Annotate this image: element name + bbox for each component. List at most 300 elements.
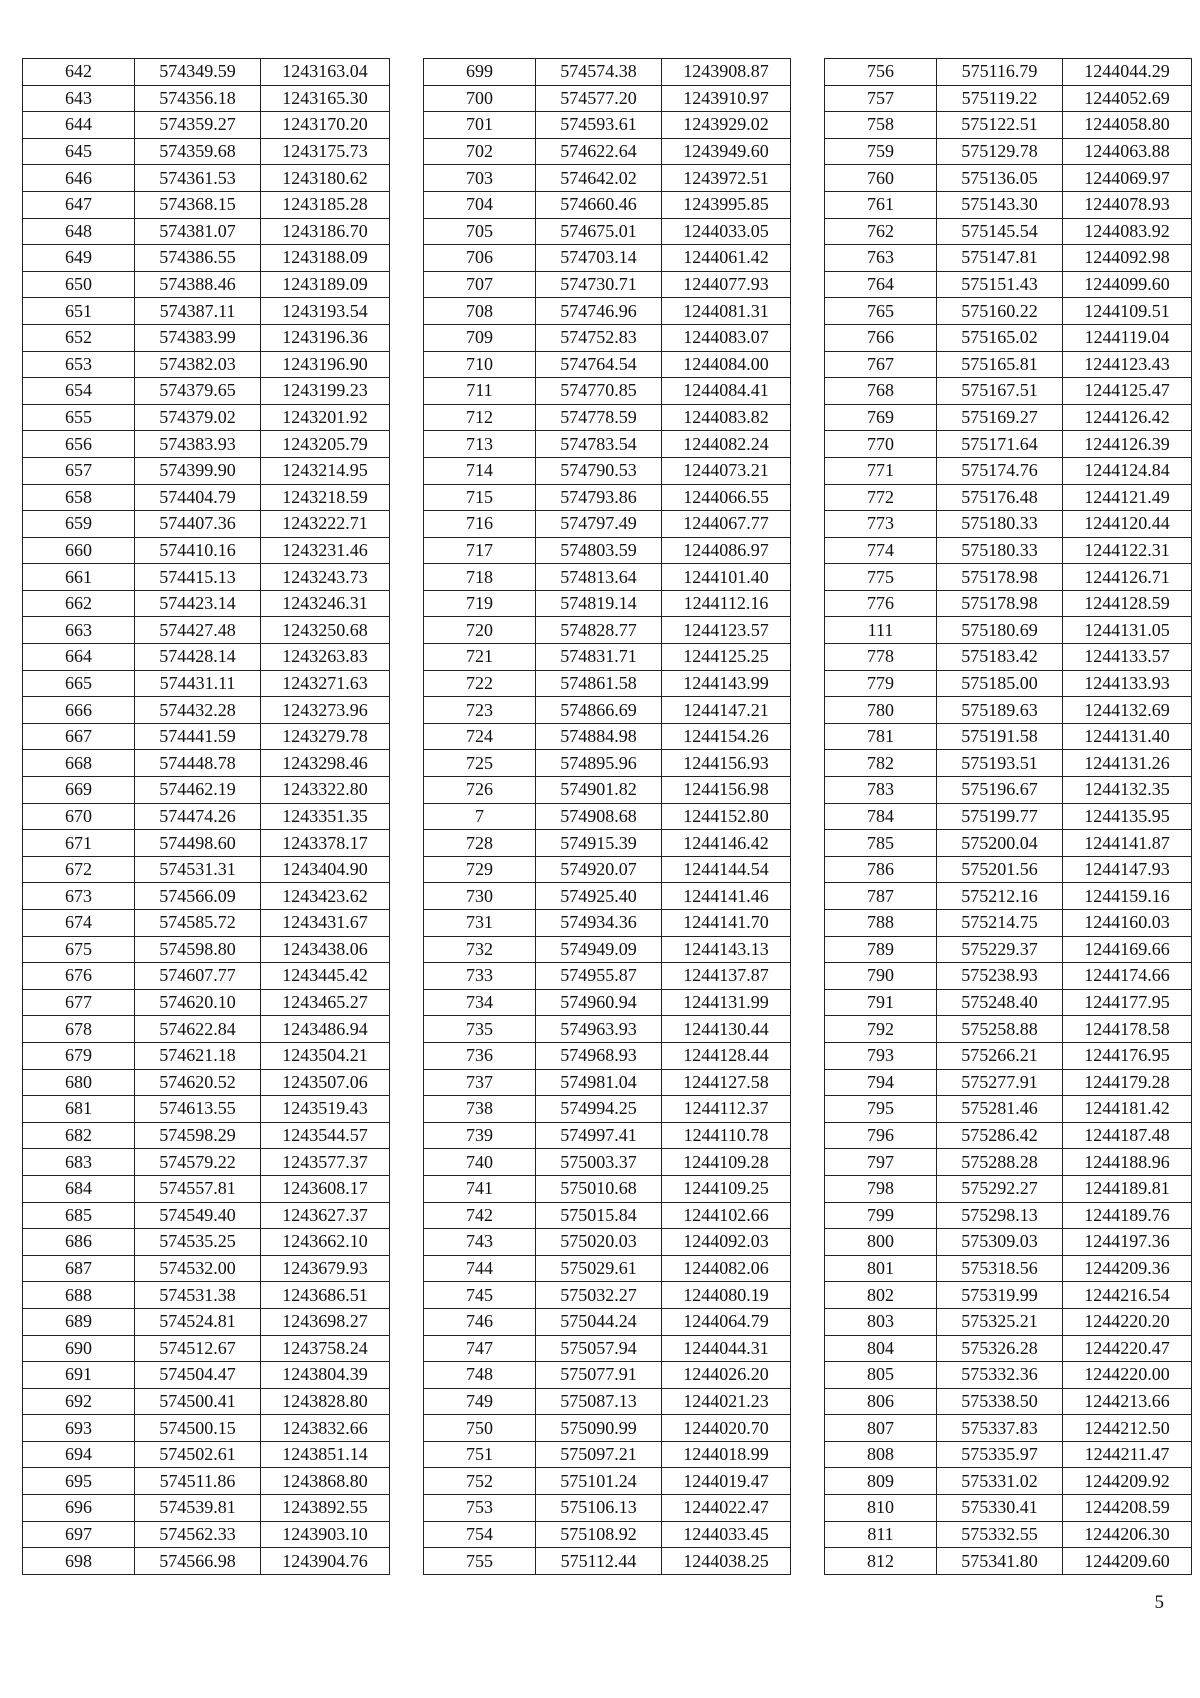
point-number-cell: 710 [424,351,536,378]
y-coordinate-cell: 1244188.96 [1063,1149,1192,1176]
y-coordinate-cell: 1244137.87 [662,963,791,990]
point-number-cell: 812 [825,1548,937,1575]
table-row [23,1441,390,1468]
point-number-cell: 790 [825,963,937,990]
x-coordinate-cell: 575003.37 [536,1149,662,1176]
point-number-cell: 803 [825,1308,937,1335]
table-row [424,431,791,458]
y-coordinate-cell: 1244092.98 [1063,245,1192,272]
point-number-cell: 750 [424,1415,536,1442]
table-row [23,963,390,990]
table-row [424,617,791,644]
table-row [825,324,1192,351]
table-row [23,1308,390,1335]
x-coordinate-cell: 575193.51 [937,750,1063,777]
table-row [825,1441,1192,1468]
x-coordinate-cell: 574512.67 [135,1335,261,1362]
table-row [825,856,1192,883]
x-coordinate-cell: 574813.64 [536,564,662,591]
y-coordinate-cell: 1244127.58 [662,1069,791,1096]
y-coordinate-cell: 1244121.49 [1063,484,1192,511]
x-coordinate-cell: 574383.99 [135,324,261,351]
x-coordinate-cell: 575214.75 [937,910,1063,937]
table-row [424,670,791,697]
point-number-cell: 708 [424,298,536,325]
point-number-cell: 796 [825,1122,937,1149]
x-coordinate-cell: 575180.33 [937,537,1063,564]
point-number-cell: 679 [23,1042,135,1069]
point-number-cell: 752 [424,1468,536,1495]
y-coordinate-cell: 1244147.21 [662,697,791,724]
y-coordinate-cell: 1244132.35 [1063,777,1192,804]
y-coordinate-cell: 1243165.30 [261,85,390,112]
point-number-cell: 652 [23,324,135,351]
table-row [825,457,1192,484]
x-coordinate-cell: 574574.38 [536,59,662,86]
point-number-cell: 746 [424,1308,536,1335]
y-coordinate-cell: 1244069.97 [1063,165,1192,192]
y-coordinate-cell: 1244197.36 [1063,1229,1192,1256]
point-number-cell: 712 [424,404,536,431]
x-coordinate-cell: 575258.88 [937,1016,1063,1043]
x-coordinate-cell: 575160.22 [937,298,1063,325]
y-coordinate-cell: 1244026.20 [662,1362,791,1389]
table-row [23,191,390,218]
x-coordinate-cell: 575145.54 [937,218,1063,245]
point-number-cell: 668 [23,750,135,777]
y-coordinate-cell: 1244169.66 [1063,936,1192,963]
y-coordinate-cell: 1243246.31 [261,590,390,617]
x-coordinate-cell: 574949.09 [536,936,662,963]
x-coordinate-cell: 574955.87 [536,963,662,990]
y-coordinate-cell: 1244152.80 [662,803,791,830]
x-coordinate-cell: 575326.28 [937,1335,1063,1362]
y-coordinate-cell: 1244112.37 [662,1096,791,1123]
table-row [23,803,390,830]
table-row [825,484,1192,511]
y-coordinate-cell: 1244154.26 [662,723,791,750]
table-row [23,298,390,325]
point-number-cell: 738 [424,1096,536,1123]
point-number-cell: 779 [825,670,937,697]
y-coordinate-cell: 1244077.93 [662,271,791,298]
y-coordinate-cell: 1243519.43 [261,1096,390,1123]
point-number-cell: 784 [825,803,937,830]
x-coordinate-cell: 575196.67 [937,777,1063,804]
y-coordinate-cell: 1243423.62 [261,883,390,910]
point-number-cell: 698 [23,1548,135,1575]
y-coordinate-cell: 1244213.66 [1063,1388,1192,1415]
x-coordinate-cell: 575286.42 [937,1122,1063,1149]
x-coordinate-cell: 574382.03 [135,351,261,378]
y-coordinate-cell: 1244206.30 [1063,1521,1192,1548]
x-coordinate-cell: 575087.13 [536,1388,662,1415]
point-number-cell: 666 [23,697,135,724]
y-coordinate-cell: 1244141.87 [1063,830,1192,857]
point-number-cell: 753 [424,1495,536,1522]
y-coordinate-cell: 1243679.93 [261,1255,390,1282]
table-row [23,324,390,351]
table-row [424,777,791,804]
y-coordinate-cell: 1243180.62 [261,165,390,192]
y-coordinate-cell: 1243698.27 [261,1308,390,1335]
table-row [825,378,1192,405]
table-row [424,484,791,511]
point-number-cell: 787 [825,883,937,910]
x-coordinate-cell: 574531.38 [135,1282,261,1309]
x-coordinate-cell: 574981.04 [536,1069,662,1096]
x-coordinate-cell: 574535.25 [135,1229,261,1256]
x-coordinate-cell: 575169.27 [937,404,1063,431]
x-coordinate-cell: 575015.84 [536,1202,662,1229]
point-number-cell: 724 [424,723,536,750]
point-number-cell: 701 [424,112,536,139]
y-coordinate-cell: 1244181.42 [1063,1096,1192,1123]
point-number-cell: 682 [23,1122,135,1149]
x-coordinate-cell: 574746.96 [536,298,662,325]
y-coordinate-cell: 1244126.39 [1063,431,1192,458]
y-coordinate-cell: 1244052.69 [1063,85,1192,112]
point-number-cell: 707 [424,271,536,298]
table-row [424,1335,791,1362]
x-coordinate-cell: 574386.55 [135,245,261,272]
point-number-cell: 675 [23,936,135,963]
table-row [424,457,791,484]
y-coordinate-cell: 1244177.95 [1063,989,1192,1016]
point-number-cell: 686 [23,1229,135,1256]
x-coordinate-cell: 574622.84 [135,1016,261,1043]
point-number-cell: 810 [825,1495,937,1522]
x-coordinate-cell: 575189.63 [937,697,1063,724]
table-row [424,856,791,883]
x-coordinate-cell: 574797.49 [536,511,662,538]
point-number-cell: 804 [825,1335,937,1362]
point-number-cell: 788 [825,910,937,937]
x-coordinate-cell: 574381.07 [135,218,261,245]
y-coordinate-cell: 1243231.46 [261,537,390,564]
x-coordinate-cell: 575288.28 [937,1149,1063,1176]
y-coordinate-cell: 1244126.71 [1063,564,1192,591]
x-coordinate-cell: 574607.77 [135,963,261,990]
point-number-cell: 731 [424,910,536,937]
point-number-cell: 726 [424,777,536,804]
table-row [23,431,390,458]
x-coordinate-cell: 574613.55 [135,1096,261,1123]
y-coordinate-cell: 1243662.10 [261,1229,390,1256]
table-row [825,351,1192,378]
y-coordinate-cell: 1244101.40 [662,564,791,591]
y-coordinate-cell: 1244141.70 [662,910,791,937]
x-coordinate-cell: 574790.53 [536,457,662,484]
point-number-cell: 704 [424,191,536,218]
table-row [825,138,1192,165]
y-coordinate-cell: 1244220.47 [1063,1335,1192,1362]
y-coordinate-cell: 1243214.95 [261,457,390,484]
y-coordinate-cell: 1243243.73 [261,564,390,591]
y-coordinate-cell: 1244128.59 [1063,590,1192,617]
x-coordinate-cell: 574908.68 [536,803,662,830]
table-row [23,910,390,937]
x-coordinate-cell: 575122.51 [937,112,1063,139]
table-row [825,883,1192,910]
point-number-cell: 722 [424,670,536,697]
x-coordinate-cell: 574901.82 [536,777,662,804]
y-coordinate-cell: 1243758.24 [261,1335,390,1362]
point-number-cell: 740 [424,1149,536,1176]
y-coordinate-cell: 1243271.63 [261,670,390,697]
y-coordinate-cell: 1244209.60 [1063,1548,1192,1575]
y-coordinate-cell: 1243903.10 [261,1521,390,1548]
point-number-cell: 653 [23,351,135,378]
point-number-cell: 741 [424,1175,536,1202]
table-row [825,245,1192,272]
table-row [424,697,791,724]
y-coordinate-cell: 1244092.03 [662,1229,791,1256]
point-number-cell: 767 [825,351,937,378]
table-row [23,883,390,910]
table-row [23,989,390,1016]
y-coordinate-cell: 1243851.14 [261,1441,390,1468]
table-row [424,1441,791,1468]
y-coordinate-cell: 1244109.25 [662,1175,791,1202]
x-coordinate-cell: 574562.33 [135,1521,261,1548]
x-coordinate-cell: 575277.91 [937,1069,1063,1096]
x-coordinate-cell: 574915.39 [536,830,662,857]
x-coordinate-cell: 575266.21 [937,1042,1063,1069]
table-row [23,1175,390,1202]
point-number-cell: 783 [825,777,937,804]
table-row [424,1495,791,1522]
table-row [424,138,791,165]
point-number-cell: 719 [424,590,536,617]
x-coordinate-cell: 574349.59 [135,59,261,86]
table-row [825,1282,1192,1309]
point-number-cell: 773 [825,511,937,538]
table-row [23,1388,390,1415]
point-number-cell: 705 [424,218,536,245]
x-coordinate-cell: 575020.03 [536,1229,662,1256]
point-number-cell: 799 [825,1202,937,1229]
point-number-cell: 778 [825,644,937,671]
table-row [424,1042,791,1069]
x-coordinate-cell: 575238.93 [937,963,1063,990]
x-coordinate-cell: 574399.90 [135,457,261,484]
table-row [825,1362,1192,1389]
table-row [424,112,791,139]
x-coordinate-cell: 574752.83 [536,324,662,351]
point-number-cell: 794 [825,1069,937,1096]
y-coordinate-cell: 1243486.94 [261,1016,390,1043]
table-row [23,351,390,378]
y-coordinate-cell: 1244086.97 [662,537,791,564]
x-coordinate-cell: 575325.21 [937,1308,1063,1335]
table-row [23,1202,390,1229]
table-row [825,218,1192,245]
table-row [23,1229,390,1256]
y-coordinate-cell: 1243904.76 [261,1548,390,1575]
y-coordinate-cell: 1244109.51 [1063,298,1192,325]
y-coordinate-cell: 1243929.02 [662,112,791,139]
x-coordinate-cell: 574866.69 [536,697,662,724]
point-number-cell: 683 [23,1149,135,1176]
y-coordinate-cell: 1244131.05 [1063,617,1192,644]
table-row [424,830,791,857]
y-coordinate-cell: 1244220.00 [1063,1362,1192,1389]
table-row [825,1122,1192,1149]
y-coordinate-cell: 1244178.58 [1063,1016,1192,1043]
x-coordinate-cell: 575112.44 [536,1548,662,1575]
y-coordinate-cell: 1243273.96 [261,697,390,724]
y-coordinate-cell: 1243189.09 [261,271,390,298]
y-coordinate-cell: 1243196.36 [261,324,390,351]
point-number-cell: 747 [424,1335,536,1362]
point-number-cell: 696 [23,1495,135,1522]
table-row [424,803,791,830]
x-coordinate-cell: 574415.13 [135,564,261,591]
y-coordinate-cell: 1243201.92 [261,404,390,431]
y-coordinate-cell: 1244147.93 [1063,856,1192,883]
table-row [825,1069,1192,1096]
point-number-cell: 761 [825,191,937,218]
y-coordinate-cell: 1243995.85 [662,191,791,218]
x-coordinate-cell: 574675.01 [536,218,662,245]
table-row [23,564,390,591]
table-row [23,1122,390,1149]
y-coordinate-cell: 1244078.93 [1063,191,1192,218]
x-coordinate-cell: 575032.27 [536,1282,662,1309]
x-coordinate-cell: 574793.86 [536,484,662,511]
table-row [424,883,791,910]
y-coordinate-cell: 1244216.54 [1063,1282,1192,1309]
table-row [825,1521,1192,1548]
x-coordinate-cell: 575106.13 [536,1495,662,1522]
y-coordinate-cell: 1244133.57 [1063,644,1192,671]
x-coordinate-cell: 575044.24 [536,1308,662,1335]
x-coordinate-cell: 575281.46 [937,1096,1063,1123]
y-coordinate-cell: 1243507.06 [261,1069,390,1096]
x-coordinate-cell: 575171.64 [937,431,1063,458]
x-coordinate-cell: 575165.02 [937,324,1063,351]
y-coordinate-cell: 1244124.84 [1063,457,1192,484]
table-row [424,1255,791,1282]
y-coordinate-cell: 1244123.43 [1063,351,1192,378]
table-row [825,1388,1192,1415]
table-row [23,484,390,511]
x-coordinate-cell: 575229.37 [937,936,1063,963]
x-coordinate-cell: 574642.02 [536,165,662,192]
table-row [424,218,791,245]
table-row [23,723,390,750]
point-number-cell: 798 [825,1175,937,1202]
x-coordinate-cell: 574462.19 [135,777,261,804]
table-row [825,1495,1192,1522]
point-number-cell: 772 [825,484,937,511]
x-coordinate-cell: 575318.56 [937,1255,1063,1282]
point-number-cell: 728 [424,830,536,857]
point-number-cell: 720 [424,617,536,644]
table-row [424,564,791,591]
x-coordinate-cell: 575292.27 [937,1175,1063,1202]
point-number-cell: 774 [825,537,937,564]
x-coordinate-cell: 575151.43 [937,271,1063,298]
y-coordinate-cell: 1244126.42 [1063,404,1192,431]
y-coordinate-cell: 1244119.04 [1063,324,1192,351]
y-coordinate-cell: 1243351.35 [261,803,390,830]
y-coordinate-cell: 1244058.80 [1063,112,1192,139]
y-coordinate-cell: 1244081.31 [662,298,791,325]
table-row [825,1308,1192,1335]
point-number-cell: 716 [424,511,536,538]
point-number-cell: 690 [23,1335,135,1362]
table-row [424,85,791,112]
point-number-cell: 745 [424,1282,536,1309]
point-number-cell: 676 [23,963,135,990]
x-coordinate-cell: 575337.83 [937,1415,1063,1442]
table-row [424,1096,791,1123]
y-coordinate-cell: 1243193.54 [261,298,390,325]
y-coordinate-cell: 1244083.07 [662,324,791,351]
table-row [424,324,791,351]
x-coordinate-cell: 574598.80 [135,936,261,963]
point-number-cell: 749 [424,1388,536,1415]
y-coordinate-cell: 1244109.28 [662,1149,791,1176]
table-row [424,1548,791,1575]
y-coordinate-cell: 1244159.16 [1063,883,1192,910]
table-row [424,590,791,617]
point-number-cell: 729 [424,856,536,883]
table-row [424,378,791,405]
x-coordinate-cell: 575101.24 [536,1468,662,1495]
point-number-cell: 715 [424,484,536,511]
table-row [825,936,1192,963]
x-coordinate-cell: 575147.81 [937,245,1063,272]
y-coordinate-cell: 1244061.42 [662,245,791,272]
table-row [424,1521,791,1548]
y-coordinate-cell: 1244080.19 [662,1282,791,1309]
y-coordinate-cell: 1243465.27 [261,989,390,1016]
y-coordinate-cell: 1244044.29 [1063,59,1192,86]
point-number-cell: 691 [23,1362,135,1389]
point-number-cell: 718 [424,564,536,591]
y-coordinate-cell: 1244082.24 [662,431,791,458]
point-number-cell: 685 [23,1202,135,1229]
x-coordinate-cell: 575332.55 [937,1521,1063,1548]
y-coordinate-cell: 1243431.67 [261,910,390,937]
table-row [825,431,1192,458]
y-coordinate-cell: 1244112.16 [662,590,791,617]
x-coordinate-cell: 575174.76 [937,457,1063,484]
x-coordinate-cell: 575180.69 [937,617,1063,644]
x-coordinate-cell: 575330.41 [937,1495,1063,1522]
table-row [23,1149,390,1176]
y-coordinate-cell: 1243378.17 [261,830,390,857]
x-coordinate-cell: 574511.86 [135,1468,261,1495]
point-number-cell: 667 [23,723,135,750]
table-row [825,1548,1192,1575]
table-row [825,1096,1192,1123]
table-row [23,670,390,697]
y-coordinate-cell: 1244122.31 [1063,537,1192,564]
point-number-cell: 699 [424,59,536,86]
table-row [825,191,1192,218]
x-coordinate-cell: 574500.15 [135,1415,261,1442]
x-coordinate-cell: 574388.46 [135,271,261,298]
point-number-cell: 645 [23,138,135,165]
table-row [825,1149,1192,1176]
point-number-cell: 733 [424,963,536,990]
point-number-cell: 721 [424,644,536,671]
y-coordinate-cell: 1243279.78 [261,723,390,750]
